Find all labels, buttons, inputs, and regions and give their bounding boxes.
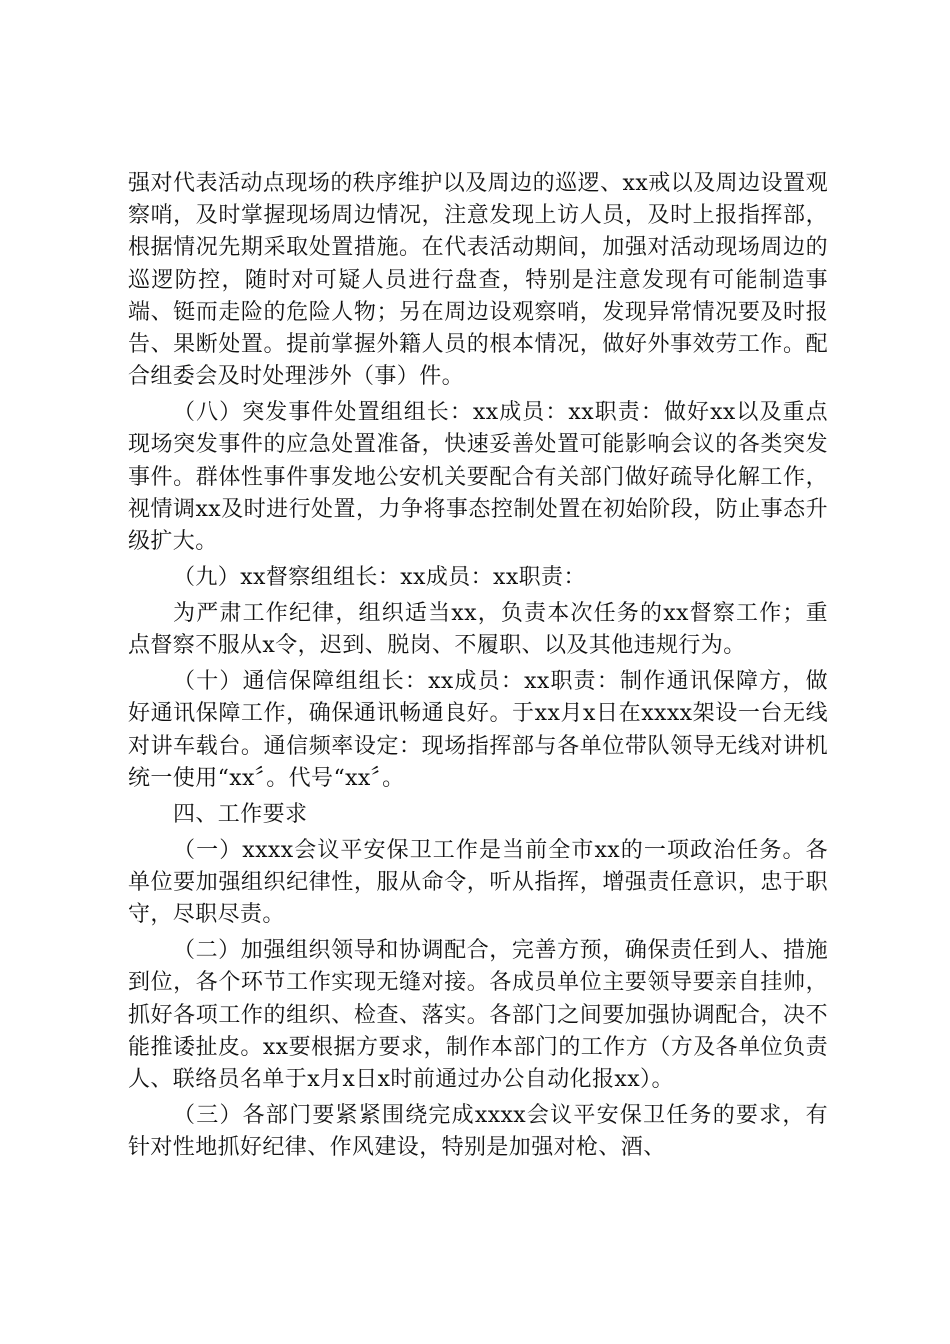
paragraph-7: （一）xxxx会议平安保卫工作是当前全市xx的一项政治任务。各单位要加强组织纪律性，服从命令，听从指挥，增强责任意识，忠于职守，尽职尽责。	[128, 837, 828, 928]
paragraph-2: （八）突发事件处置组组长：xx成员：xx职责：做好xx以及重点现场突发事件的应急处置准备，快速妥善处置可能影响会议的各类突发事件。群体性事件事发地公安机关要配合有关部门做好疏导化解工作，视情调xx及时进行处置，力争将事态控制处置在初始阶段，防止事态升级扩大。	[128, 400, 828, 555]
paragraph-4: 为严肃工作纪律，组织适当xx，负责本次任务的xx督察工作；重点督察不服从x令，迟到、脱岗、不履职、以及其他违规行为。	[128, 601, 828, 659]
paragraph-8: （二）加强组织领导和协调配合，完善方预，确保责任到人、措施到位，各个环节工作实现无缝对接。各成员单位主要领导要亲自挂帅，抓好各项工作的组织、检查、落实。各部门之间要加强协调配合，决不能推诿扯皮。xx要根据方要求，制作本部门的工作方（方及各单位负责人、联络员名单于x月x日x时前通过办公自动化报xx）。	[128, 938, 828, 1093]
paragraph-1: 强对代表活动点现场的秩序维护以及周边的巡逻、xx戒以及周边设置观察哨，及时掌握现场周边情况，注意发现上访人员，及时上报指挥部，根据情况先期采取处置措施。在代表活动期间，加强对活动现场周边的巡逻防控，随时对可疑人员进行盘查，特别是注意发现有可能制造事端、铤而走险的危险人物；另在周边设观察哨，发现异常情况要及时报告、果断处置。提前掌握外籍人员的根本情况，做好外事效劳工作。配合组委会及时处理涉外（事）件。	[128, 171, 828, 390]
paragraph-3: （九）xx督察组组长：xx成员：xx职责：	[173, 565, 586, 591]
section-heading: 四、工作要求	[173, 801, 308, 827]
paragraph-9: （三）各部门要紧紧围绕完成xxxx会议平安保卫任务的要求，有针对性地抓好纪律、作风建设，特别是加强对枪、酒、	[128, 1103, 828, 1161]
paragraph-5: （十）通信保障组组长：xx成员：xx职责：制作通讯保障方，做好通讯保障工作，确保通讯畅通良好。于xx月x日在xxxx架设一台无线对讲车载台。通信频率设定：现场指挥部与各单位带队领导无线对讲机统一使用“xx〞。代号“xx〞。	[128, 669, 828, 791]
document-body	[128, 168, 828, 1168]
